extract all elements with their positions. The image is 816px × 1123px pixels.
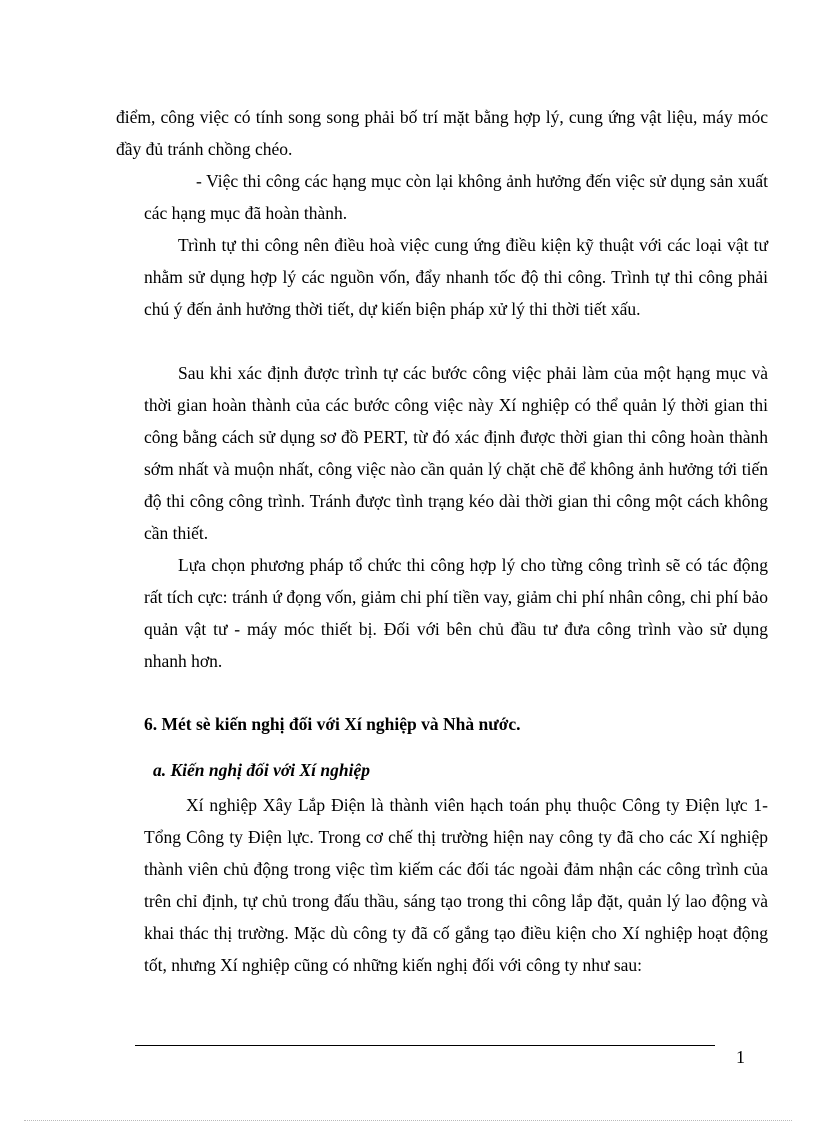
page-number: 1 — [736, 1047, 745, 1067]
paragraph-sequence: Trình tự thi công nên điều hoà việc cung ứng điều kiện kỹ thuật với các loại vật tư nhằm sử dụng hợp lý các nguồn vốn, đẩy nhanh tốc độ thi công. Trình tự thi công phải chú ý đến ảnh hưởng thời tiết, dự kiến biện pháp xử lý thi thời tiết xấu. — [144, 235, 768, 319]
subsection-heading: a. Kiến nghị đối với Xí nghiệp — [153, 760, 370, 780]
footer-rule — [135, 1045, 715, 1046]
paragraph-pert: Sau khi xác định được trình tự các bước công việc phải làm của một hạng mục và thời gian hoàn thành của các bước công việc này Xí nghiệp có thể quản lý thời gian thi công bằng cách sử dụng sơ đồ PERT, từ đó xác định được thời gian thi công hoàn thành sớm nhất và muộn nhất, công việc nào cần quản lý chặt chẽ để không ảnh hưởng tới tiến độ thi công công trình. Tránh được tình trạng kéo dài thời gian thi công một cách không cần thiết. — [144, 363, 768, 543]
paragraph-method: Lựa chọn phương pháp tổ chức thi công hợp lý cho từng công trình sẽ có tác động rất tích cực: tránh ứ đọng vốn, giảm chi phí tiền vay, giảm chi phí nhân công, chi phí bảo quản vật tư - máy móc thiết bị. Đối với bên chủ đầu tư đưa công trình vào sử dụng nhanh hơn. — [144, 555, 768, 671]
paragraph-continuation: điểm, công việc có tính song song phải bố trí mặt bằng hợp lý, cung ứng vật liệu, máy móc đầy đủ tránh chồng chéo. — [116, 107, 768, 159]
section-heading: 6. Mét sè kiến nghị đối với Xí nghiệp và Nhà nước. — [144, 714, 521, 734]
page-edge — [24, 1120, 792, 1121]
paragraph-bullet: - Việc thi công các hạng mục còn lại không ảnh hưởng đến việc sử dụng sản xuất các hạng mục đã hoàn thành. — [144, 171, 768, 223]
paragraph-enterprise: Xí nghiệp Xây Lắp Điện là thành viên hạch toán phụ thuộc Công ty Điện lực 1- Tổng Công ty Điện lực. Trong cơ chế thị trường hiện nay công ty đã cho các Xí nghiệp thành viên chủ động trong việc tìm kiếm các đối tác ngoài đảm nhận các công trình của trên chỉ định, tự chủ trong đấu thầu, sáng tạo trong thi công lắp đặt, quản lý lao động và khai thác thị trường. Mặc dù công ty đã cố gắng tạo điều kiện cho Xí nghiệp hoạt động tốt, nhưng Xí nghiệp cũng có những kiến nghị đối với công ty như sau: — [144, 795, 768, 975]
